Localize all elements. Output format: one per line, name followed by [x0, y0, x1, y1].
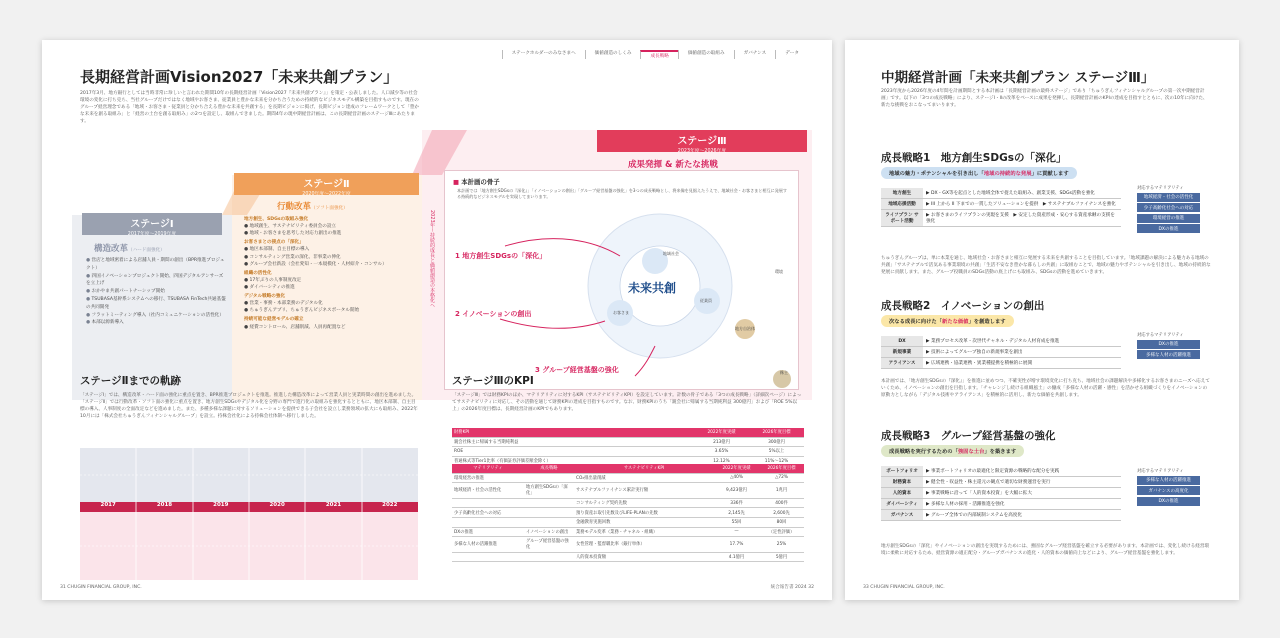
table-row: 人的資本投資額 4.1億円 5億円 — [452, 552, 804, 562]
stage1-header: ステージⅠ 2017年度〜2019年度 — [82, 213, 222, 235]
stage2-theme: 行動改革（ソフト面強化） — [277, 202, 348, 212]
plan-cycle-diagram — [445, 171, 800, 391]
plan-outline-text: 本計画では「地方創生SDGsの『深化』」「イノベーションの創出」「グループ経営基盤の強化」を3つの成長戦略とし、将来像を見据えたうえで、地域社会・お客さまと相互に発展する持続的なビジネスモデルを実現してまいります。 — [457, 188, 787, 200]
strategy2-materiality — [1137, 332, 1200, 361]
footer-right: 統合報告書 2024 32 — [770, 585, 814, 590]
timeline-year: 2021 — [325, 502, 342, 508]
materiality-tag: DXの推進 — [1137, 224, 1200, 233]
orbit-label: 地方自治体 — [735, 326, 755, 331]
nav-item[interactable]: 価値創造のしくみ — [585, 50, 641, 59]
stage3-theme: 成果発揮 & 新たな挑戦 — [628, 160, 718, 170]
page-title: 長期経営計画Vision2027「未来共創プラン」 — [80, 68, 399, 86]
strategy1-materiality — [1137, 185, 1200, 235]
intro-text: 2017年3月、地方銀行としては当時非常に珍しいと言われた期間10年の長期経営計画「Vision2027『未来共創プラン』」を策定・公表しました。人口減少等の社会環境の変化に打ち克ち、当社グループだけではなく地域やお客さま、従業員と豊かな未来を分かち合うための持続的なビジネスモデル構築を目指すものです。現在のグループ経営理念である「地域・お客さま・従業員と分かち合える豊かな未来を共創する」を長期ビジョンに掲げ、長期ビジョン達成のフレームワークとして「豊かな未来を創る取組み」と「経営の土台を創る取組み」の2つを設定し、取組んできました。期間4年の現中期経営計画は、この長期経営計画のステージⅢにあたります。 — [80, 91, 420, 125]
nav-item[interactable]: ステークホルダーのみなさまへ — [502, 50, 585, 59]
table-row: 地方創生 ▶ DX・GX等を起点とした地域全体で捉えた取組み、創業支援、SDGs活動を強化 — [881, 188, 1121, 199]
nav-item[interactable]: 価値創造の取組み — [678, 50, 734, 59]
timeline-year: 2019 — [213, 502, 229, 508]
table-row: DX ▶ 業務プロセス改革・次世代チャネル・デジタル人材育成を推進 — [881, 336, 1121, 347]
strategy2-table — [881, 336, 1121, 369]
table-row: 環境経営の推進 CO₂排出量削減 △40% △72% — [452, 473, 804, 483]
kpi-sus-header: マテリアリティ — [452, 464, 524, 473]
stage2-header: ステージⅡ 2020年度〜2022年度 — [234, 173, 419, 195]
table-row: 金融教育実施回数 55回 80回 — [452, 517, 804, 527]
kpi-text: 「ステージⅢ」では財務KPIのほか、マテリアリティに対するKPI（サステナビリティKPI）を設定しています。計数の骨子である「3つの成長戦略」（詳細次ページ）によってサステナビリティに対応し、その活動を通じて財務KPIの達成を目指すものです。なお、財務KPIのうち「親会社に帰属する当期純利益 300億円」および「ROE 5%以上」の2026年度目標は、長期経営計画のKPIでもあります。 — [452, 393, 802, 413]
kpi-sus-header: 成長戦略 — [524, 464, 574, 473]
table-row: 人的資本 ▶ 事業戦略に沿って「人的資本投資」を大幅に拡大 — [881, 488, 1121, 499]
page-title: 中期経営計画「未来共創プラン ステージⅢ」 — [881, 70, 1155, 86]
orbit-label: お客さま — [613, 310, 629, 315]
strategy3-body: 地方創生SDGsの「深化」やイノベーションの創出を実現するためには、強固なグループ経営基盤を確立する必要があります。本計画では、変化し続ける経営環境に柔軟に対応するため、経営資源の適正配分・グループガバナンスの進化・人的資本の価値向上などにより、グループ経営基盤を強化します。 — [881, 544, 1210, 557]
table-row: 普通株式等Tier1比率（有価証券評価差額金除く） 12.12% 11%〜12% — [452, 456, 804, 466]
kpi-sus-header: 2022年度実績 — [714, 464, 759, 473]
kpi-fin-header: 2026年度目標 — [749, 428, 804, 437]
materiality-tag: ガバナンスの高度化 — [1137, 486, 1200, 495]
table-row: ライフプラン サポート活動 ▶ お客さまのライフプランの実現を支援 ▶ 安定した資産形成・安心する資産承継の支援を強化 — [881, 210, 1121, 227]
strategy2-pill: 次なる成長に向けた「新たな価値」を創造します — [881, 315, 1014, 327]
strategy3-table — [881, 466, 1121, 521]
timeline-grid — [80, 448, 418, 580]
intro-text: 2023年度から2026年度の4年間を計画期間とする本計画は「長期経営計画の最終ステージ」であり「ちゅうぎんフィナンシャルグループの第一次中期経営計画」です。以下の「3つの成長戦略」により、ステージⅠ・Ⅱの改革をベースに成果を発揮し、長期経営計画のKPIの達成を目指すとともに、次の10年に向けた、新たな挑戦をおこなってまいります。 — [881, 89, 1208, 109]
vertical-band-text: 2023年〜持続的成長と価値創造の本格化へ — [429, 210, 435, 308]
timeline-chart — [80, 448, 418, 580]
strategy-label-3: 3 グループ経営基盤の強化 — [535, 366, 619, 374]
left-page — [42, 40, 832, 600]
nav-item[interactable]: データ — [775, 50, 808, 59]
table-row: 多様な人材の活躍推進 グループ経営基盤の強化 女性管理・監督職比率（銀行単体） 17.7% 25% — [452, 537, 804, 553]
timeline-year: 2022 — [382, 502, 398, 508]
table-row: DXの推進 イノベーションの創出 業務モデル変革（業務・チャネル・組織） — （定性評価） — [452, 527, 804, 537]
strategy2-heading: 成長戦略2 イノベーションの創出 — [881, 300, 1045, 312]
materiality-tag: 地域経済・社会の活性化 — [1137, 193, 1200, 202]
kpi-fin-header: 財務KPI — [452, 428, 694, 437]
nav-item-active[interactable]: 成長戦略 — [640, 50, 677, 59]
strategy1-heading: 成長戦略1 地方創生SDGsの「深化」 — [881, 152, 1067, 164]
stage1-theme: 構造改革（ハード面強化） — [94, 244, 165, 254]
table-row: 地域応援活動 ▶ III 上から II 下までの一貫したソリューションを提供 ▶ サステナブルファイナンスを強化 — [881, 199, 1121, 210]
strategy3-heading: 成長戦略3 グループ経営基盤の強化 — [881, 430, 1056, 442]
plan-outline-title: ■ 本計画の骨子 — [453, 178, 500, 186]
table-row: ダイバーシティ ▶ 多様な人材の採用・活躍推進を強化 — [881, 499, 1121, 510]
strategy3-pill: 成長戦略を実行するための「強固な土台」を築きます — [881, 445, 1024, 457]
strategy3-materiality — [1137, 468, 1200, 507]
materiality-tag: 少子高齢化社会への対応 — [1137, 203, 1200, 212]
orbit-label: 株主 — [780, 370, 788, 375]
materiality-tag: DXの推進 — [1137, 497, 1200, 506]
strategy2-body: 本計画では、「地方創生SDGsの『深化』」を推進に並めつつ、不確実性が増す環境変化に打ち克ち、地域社会の課題解決や多様化するお客さまのニーズへ応えていくため、イノベーションの創出を目指します。「チャレンジし続ける組織風土」の醸成「多様な人材の活躍・感性」を活かせる組織づくりをイノベーションの原動力としながら「デジタル技術やアライアンス」を積極的に活用し、新たな価値を共創します。 — [881, 379, 1210, 399]
cycle-center-label: 未来共創 — [628, 281, 677, 295]
kpi-sustainability-table — [452, 464, 804, 562]
strategy-label-2: 2 イノベーションの創出 — [455, 310, 532, 318]
materiality-tag: 多様な人材の活躍推進 — [1137, 476, 1200, 485]
strategy1-body: ちゅうぎんグループは、単に本業を通じ、地域社会・お客さまと相互に発展する未来を共創することを目指しています。「地域課題の解決による魅力ある地域の共創」「サステナブルで活気ある事業環境の共創」「生活不安なき豊かな暮らしの共創」に取組むことで、地域の魅力やポテンシャルを引き出し、地域の持続的な発展に貢献します。また、グループ役職員のSDGs活動の底上げにも取組み、SDGsの活動を進めていきます。 — [881, 256, 1211, 276]
footer: 33 CHUGIN FINANCIAL GROUP, INC. — [863, 585, 945, 590]
plan-outline-box — [444, 170, 799, 390]
strategy-label-1: 1 地方創生SDGsの「深化」 — [455, 252, 547, 260]
timeline-year: 2017 — [100, 502, 116, 508]
table-row: ポートフォリオ ▶ 事業ポートフォリオの最適化と限定資源の戦略的な配分を実践 — [881, 466, 1121, 477]
kpi-title: ステージⅢのKPI — [452, 375, 534, 387]
table-row: 少子高齢化社会への対応 預り資産お取引先数及びLIFE-PLANの先数 2,145先 2,600先 — [452, 508, 804, 518]
table-row: ROE 3.65% 5%以上 — [452, 447, 804, 457]
table-row: 地域経済・社会の活性化 地方創生SDGsの「深化」 サステナブルファイナンス累計実行額 9,423億円 1兆円 — [452, 483, 804, 499]
right-page — [845, 40, 1239, 600]
table-row: 新規事業 ▶ 技術によってグループ独自の新規事業を創出 — [881, 347, 1121, 358]
table-row: 財務資本 ▶ 健全性・収益性・株主還元の観点で適切な財務運営を実行 — [881, 477, 1121, 488]
stage2-groups: 地方創生、SDGsの取組み強化 ● 地域創生、サステナビリティ委員会の設立 ● 地域・お客さまを思考した対応力創出の推進 お客さまとの接点の「深化」 ● 地区本部制、自主目標の導入 ● コンサルティング営業の深化、非事業の伸化 ● グループ会社新設（会社愛知・一本規模化・人材紹介・コンサル） 組織の活性化 ● 17年ぶりの人事制度改定 ● ダイバーシティの推進 デジタル戦略の強化 ● 営業・事務・本部業務のデジタル化 ● ちゅうぎんアプリ、ちゅうぎんビジネスポータル開始 持続可能な経営モデルの確立 ● 経費コントロール、店舗削減、人員再配置など — [244, 217, 387, 330]
trajectory-title: ステージⅡまでの軌跡 — [80, 375, 181, 387]
materiality-label: 対応するマテリアリティ — [1137, 333, 1184, 338]
orbit-label: 従業員 — [700, 298, 712, 303]
timeline-year: 2018 — [156, 502, 173, 508]
stage1-list: ● 営店と地域密着による店舗人員・期間の創出（BPR推進プロジェクト） ● 四国イノベーションプロジェクト開始、四国デジタルアンサーズを立上げ ● おかやま共創パートナーシップ開始 ● TSUBASA基幹系システムへの移行、TSUBASA FinTech共通基盤の共同開発 ● フラットミーティング導入（社内コミュニケーションの活性化） ● 本部以源新導入 — [86, 257, 226, 327]
stage-diagram — [72, 130, 812, 400]
kpi-fin-header: 2022年度実績 — [694, 428, 749, 437]
trajectory-text: 「ステージⅠ」では、構造改革・ハード面の強化に重点を置き、BPR推進プロジェクトを推進。推進した構造改革によって営業人員と実業時間の創出を進めました。「ステージⅡ」では行動改革・ソフト面の強化に重点を置き、地方創生SDGsやデジタル化を分野の専門で進行化の取組みを強化するとともに、地区本部制、自主目標の導入、人事制度の全面改定などを進めました。また、多種多様な課題に対するソリューションを提供できる子会社を設立し業務領域の拡大にも取組み、2022年10月には「株式会社ちゅうぎんフィナンシャルグループ」を設立。持株会社化による持株会社体制へ移行しました。 — [80, 393, 418, 420]
strategy1-pill: 地域の魅力・ポテンシャルを引き出し「地域の持続的な発展」に貢献します — [881, 167, 1077, 179]
materiality-tag: 多様な人材の活躍推進 — [1137, 350, 1200, 359]
materiality-tag: DXの推進 — [1137, 340, 1200, 349]
materiality-label: 対応するマテリアリティ — [1137, 186, 1184, 191]
nav-item[interactable]: ガバナンス — [734, 50, 776, 59]
kpi-sus-header: 2026年度目標 — [759, 464, 804, 473]
footer-left: 31 CHUGIN FINANCIAL GROUP, INC. — [60, 585, 142, 590]
orbit-label: 地域社会 — [663, 251, 679, 256]
strategy1-table — [881, 188, 1121, 227]
section-nav — [502, 50, 808, 59]
kpi-financial-table — [452, 428, 804, 466]
materiality-tag: 環境経営の推進 — [1137, 214, 1200, 223]
table-row: ガバナンス ▶ グループ全体での内部統制システムを高度化 — [881, 510, 1121, 521]
table-row: コンサルティング契約先数 336件 400件 — [452, 498, 804, 508]
stage3-header: ステージⅢ 2023年度〜2026年度 — [597, 130, 807, 152]
timeline-year: 2020 — [269, 502, 285, 508]
materiality-label: 対応するマテリアリティ — [1137, 469, 1184, 474]
orbit-label: 環境 — [775, 269, 783, 274]
table-row: 親会社株主に帰属する当期純利益 213億円 300億円 — [452, 437, 804, 447]
kpi-sus-header: サステナビリティKPI — [574, 464, 714, 473]
table-row: アライアンス ▶ 広域連携・協業連携・異業種提携を積極的に展開 — [881, 358, 1121, 369]
